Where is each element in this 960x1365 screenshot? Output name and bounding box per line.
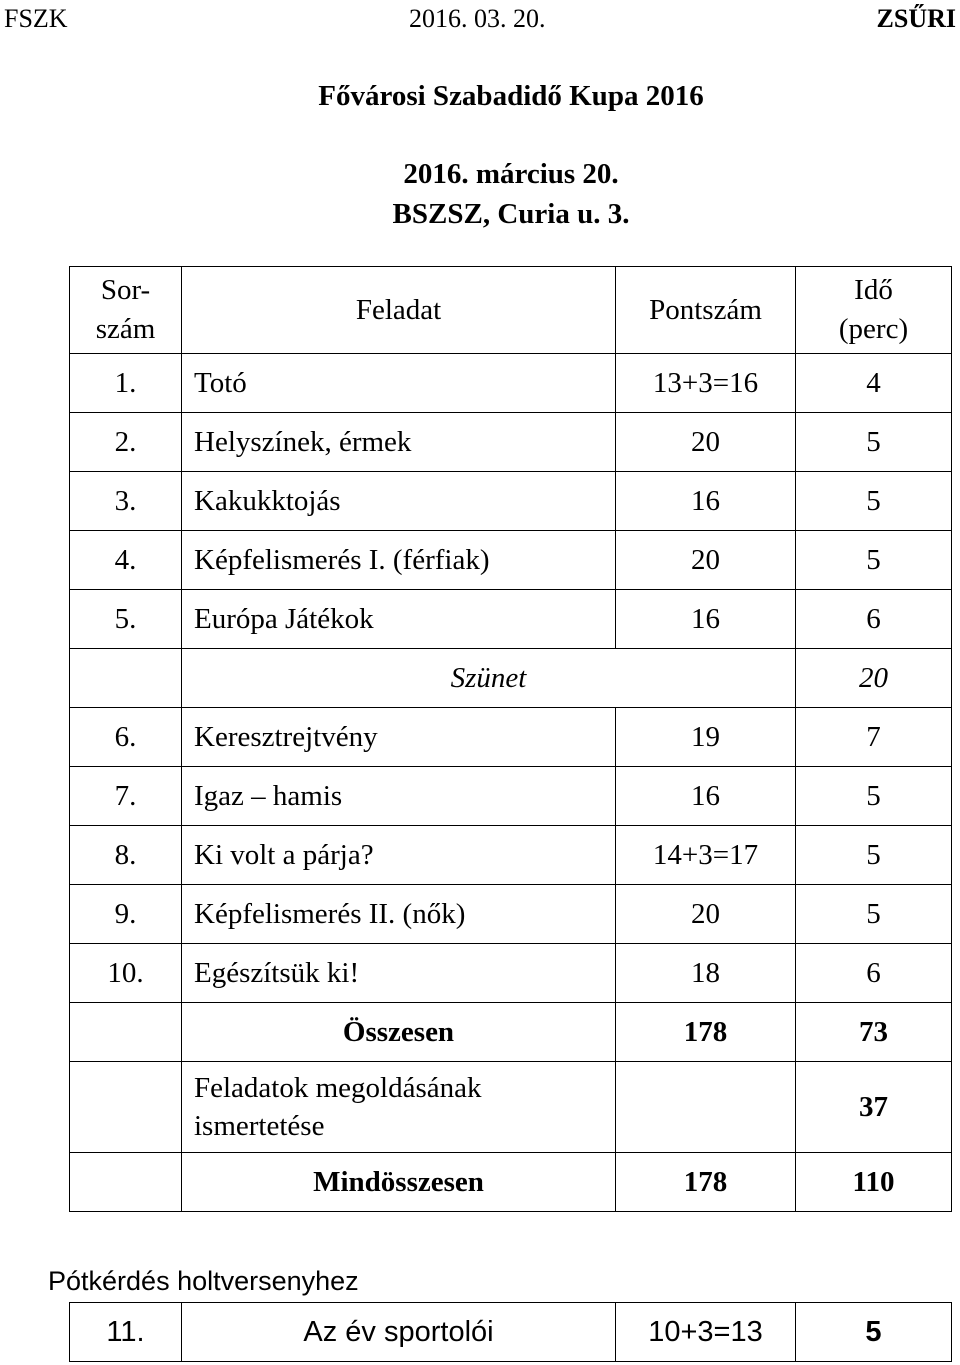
table-row <box>70 826 952 885</box>
row-time: 5 <box>796 413 952 472</box>
row-task: Egészítsük ki! <box>182 944 616 1003</box>
tiebreak-task: Az év sportolói <box>182 1303 616 1362</box>
grand-total-points: 178 <box>616 1153 796 1212</box>
row-number: 1. <box>70 354 182 413</box>
row-time: 5 <box>796 472 952 531</box>
row-number: 4. <box>70 531 182 590</box>
break-time: 20 <box>796 649 952 708</box>
grand-total-row <box>70 1153 952 1212</box>
table-row <box>70 885 952 944</box>
schedule-table <box>69 266 952 1212</box>
subtotal-time: 73 <box>796 1003 952 1062</box>
row-task: Kakukktojás <box>182 472 616 531</box>
event-date: 2016. március 20. <box>403 158 619 190</box>
table-row <box>70 708 952 767</box>
row-task: Képfelismerés I. (férfiak) <box>182 531 616 590</box>
row-points: 14+3=17 <box>616 826 796 885</box>
subtotal-points: 178 <box>616 1003 796 1062</box>
row-time: 5 <box>796 767 952 826</box>
page-header <box>0 4 960 36</box>
review-number-empty <box>70 1062 182 1153</box>
table-row <box>70 413 952 472</box>
row-time: 4 <box>796 354 952 413</box>
row-number: 2. <box>70 413 182 472</box>
header-time <box>796 267 952 354</box>
break-label: Szünet <box>182 649 796 708</box>
row-time: 5 <box>796 531 952 590</box>
row-task: Igaz – hamis <box>182 767 616 826</box>
header-organization: FSZK <box>4 4 68 33</box>
header-number-line1: Sor- <box>100 274 151 306</box>
table-row <box>70 944 952 1003</box>
review-label-line2: ismertetése <box>194 1110 325 1142</box>
row-points: 16 <box>616 767 796 826</box>
header-role: ZSŰRI <box>876 4 956 33</box>
row-points: 20 <box>616 885 796 944</box>
row-task: Helyszínek, érmek <box>182 413 616 472</box>
row-task: Képfelismerés II. (nők) <box>182 885 616 944</box>
tiebreak-table <box>69 1302 952 1362</box>
row-task: Keresztrejtvény <box>182 708 616 767</box>
row-points: 19 <box>616 708 796 767</box>
review-time: 37 <box>796 1062 952 1153</box>
subtotal-label: Összesen <box>182 1003 616 1062</box>
review-row <box>70 1062 952 1153</box>
review-points-empty <box>616 1062 796 1153</box>
row-time: 5 <box>796 826 952 885</box>
row-points: 13+3=16 <box>616 354 796 413</box>
tiebreak-time: 5 <box>796 1303 952 1362</box>
row-points: 20 <box>616 413 796 472</box>
header-number <box>70 267 182 354</box>
row-task: Ki volt a párja? <box>182 826 616 885</box>
grand-total-label: Mindösszesen <box>182 1153 616 1212</box>
table-row <box>70 354 952 413</box>
grand-total-time: 110 <box>796 1153 952 1212</box>
table-row <box>70 531 952 590</box>
break-row <box>70 649 952 708</box>
page-title: Fővárosi Szabadidő Kupa 2016 <box>318 80 704 112</box>
review-label-line1: Feladatok megoldásának <box>194 1072 482 1104</box>
header-time-line2: (perc) <box>838 313 909 345</box>
row-points: 20 <box>616 531 796 590</box>
row-time: 6 <box>796 944 952 1003</box>
grand-total-number-empty <box>70 1153 182 1212</box>
row-number: 7. <box>70 767 182 826</box>
row-points: 16 <box>616 472 796 531</box>
header-number-line2: szám <box>95 313 156 345</box>
row-number: 5. <box>70 590 182 649</box>
row-task: Totó <box>182 354 616 413</box>
row-number: 8. <box>70 826 182 885</box>
row-task: Európa Játékok <box>182 590 616 649</box>
header-time-line1: Idő <box>854 274 893 306</box>
table-header-row <box>70 267 952 354</box>
tiebreak-heading: Pótkérdés holtversenyhez <box>48 1266 359 1296</box>
event-place: BSZSZ, Curia u. 3. <box>392 198 630 230</box>
table-row <box>70 767 952 826</box>
row-time: 7 <box>796 708 952 767</box>
row-points: 18 <box>616 944 796 1003</box>
tiebreak-row <box>70 1303 952 1362</box>
subtotal-row <box>70 1003 952 1062</box>
table-row <box>70 472 952 531</box>
row-time: 5 <box>796 885 952 944</box>
row-number: 6. <box>70 708 182 767</box>
header-points: Pontszám <box>616 267 796 354</box>
subtotal-number-empty <box>70 1003 182 1062</box>
table-row <box>70 590 952 649</box>
row-number: 9. <box>70 885 182 944</box>
row-number: 10. <box>70 944 182 1003</box>
review-label <box>182 1062 616 1153</box>
break-number-empty <box>70 649 182 708</box>
row-points: 16 <box>616 590 796 649</box>
row-number: 3. <box>70 472 182 531</box>
row-time: 6 <box>796 590 952 649</box>
tiebreak-number: 11. <box>70 1303 182 1362</box>
tiebreak-points: 10+3=13 <box>616 1303 796 1362</box>
header-task: Feladat <box>182 267 616 354</box>
header-date: 2016. 03. 20. <box>409 4 546 33</box>
